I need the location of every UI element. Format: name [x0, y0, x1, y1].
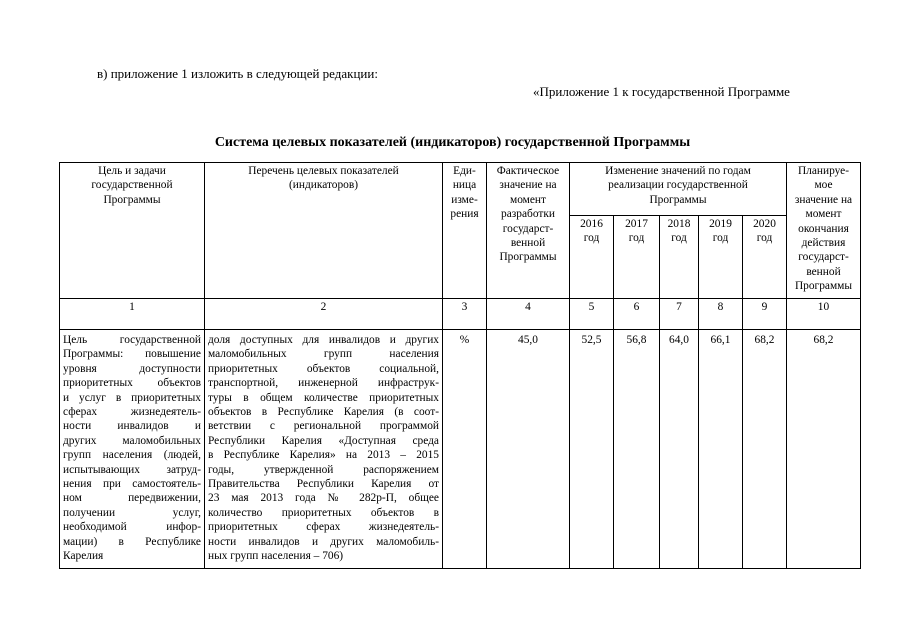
- header-year-2016: 2016 год: [570, 216, 614, 299]
- column-number: 2: [205, 299, 443, 330]
- table-row: [60, 330, 861, 569]
- header-row: [60, 163, 861, 216]
- year-value-2019: 66,1: [699, 330, 743, 569]
- column-number: 7: [660, 299, 699, 330]
- header-indicators: Перечень целевых показателей (индикаторов): [205, 163, 443, 299]
- header-planned: Планируе- мое значение на момент окончания действия государст- венной Программы: [787, 163, 861, 299]
- year-value-2020: 68,2: [743, 330, 787, 569]
- column-number: 6: [614, 299, 660, 330]
- header-actual: Фактическое значение на момент разработки государст- венной Программы: [487, 163, 570, 299]
- column-number: 1: [60, 299, 205, 330]
- column-number: 3: [443, 299, 487, 330]
- annex-heading: «Приложение 1 к государственной Программе: [533, 84, 790, 99]
- column-number: 8: [699, 299, 743, 330]
- actual-value: 45,0: [487, 330, 570, 569]
- goal-cell: Цель государственной Программы: повышение уровня доступности приоритетных объектов и услуг в приоритетных сферах жизнедеятель- ности инвалидов и других маломобильных групп населения (людей, испытывающих затруд- нения при самостоятель- ном передвижении, получении услуг, необходимой инфор- мации) в Республике Карелия: [60, 330, 205, 569]
- year-value-2017: 56,8: [614, 330, 660, 569]
- header-changes: Изменение значений по годам реализации государственной Программы: [570, 163, 787, 216]
- indicator-cell: доля доступных для инвалидов и других маломобильных групп населения приоритетных объектов социальной, транспортной, инженерной инфраструк- туры в общем количестве приоритетных объектов в Республике Карелия (в соот- ветствии с региональной программой Республики Карелия «Доступная среда в Республике Карелия» на 2013 – 2015 годы, утвержденной распоряжением Правительства Республики Карелия от 23 мая 2013 года № 282р-П, общее количество приоритетных объектов в приоритетных сферах жизнедеятель- ности инвалидов и других маломобиль- ных групп населения – 706): [205, 330, 443, 569]
- intro-text: в) приложение 1 изложить в следующей редакции:: [97, 66, 378, 81]
- column-number: 10: [787, 299, 861, 330]
- indicators-table: [59, 162, 861, 569]
- header-unit: Еди- ница изме- рения: [443, 163, 487, 299]
- planned-value: 68,2: [787, 330, 861, 569]
- column-numbers-row: [60, 299, 861, 330]
- column-number: 4: [487, 299, 570, 330]
- table-title: Система целевых показателей (индикаторов) государственной Программы: [214, 135, 691, 150]
- unit-value: %: [443, 330, 487, 569]
- header-goal: Цель и задачи государственной Программы: [60, 163, 205, 299]
- header-year-2017: 2017 год: [614, 216, 660, 299]
- header-year-2019: 2019 год: [699, 216, 743, 299]
- column-number: 9: [743, 299, 787, 330]
- column-number: 5: [570, 299, 614, 330]
- year-value-2016: 52,5: [570, 330, 614, 569]
- header-year-2018: 2018 год: [660, 216, 699, 299]
- year-value-2018: 64,0: [660, 330, 699, 569]
- header-year-2020: 2020 год: [743, 216, 787, 299]
